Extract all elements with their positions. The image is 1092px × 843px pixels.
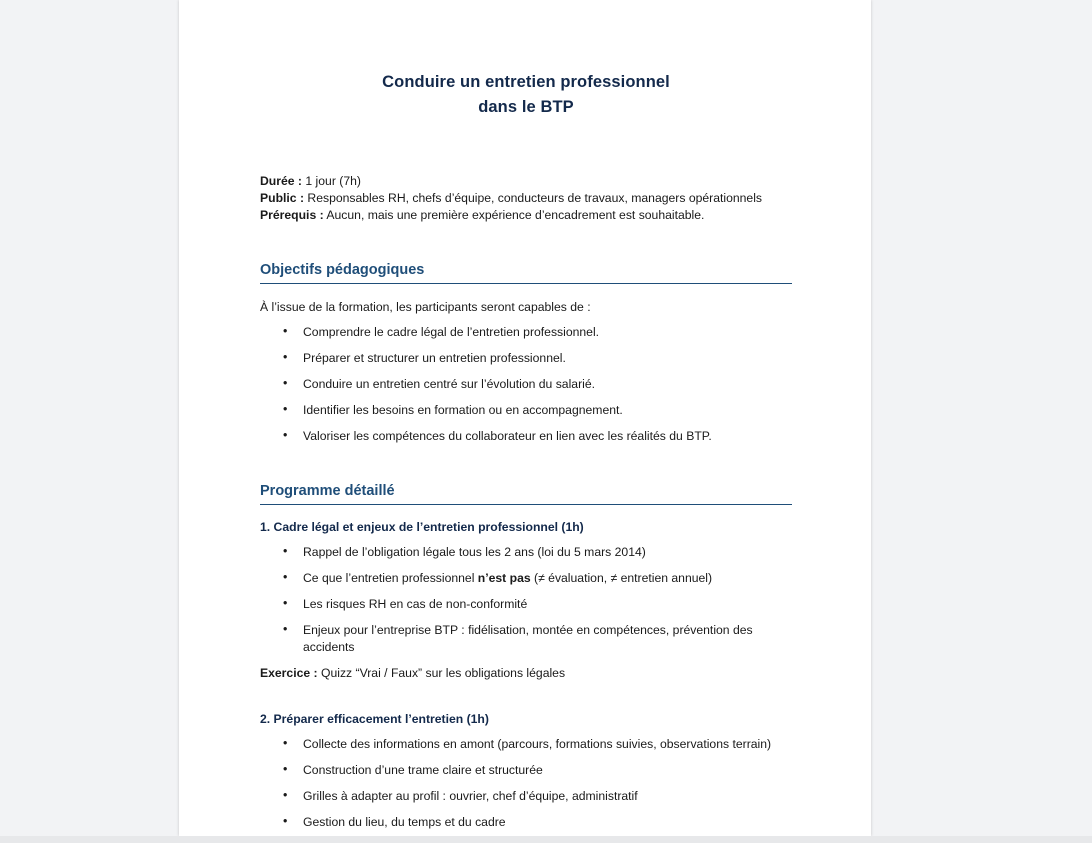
section-heading-objectives: Objectifs pédagogiques xyxy=(260,262,792,284)
document-page xyxy=(179,0,871,836)
page-left-margin xyxy=(0,0,179,843)
meta-public xyxy=(260,190,792,207)
list-item: • Préparer et structurer un entretien professionnel. xyxy=(260,350,792,367)
page-bottom-strip xyxy=(0,836,1092,843)
list-item-prefix: Ce que l’entretien professionnel xyxy=(303,571,478,585)
meta-duration-value: 1 jour (7h) xyxy=(302,174,361,188)
list-item: • Valoriser les compétences du collaborateur en lien avec les réalités du BTP. xyxy=(260,428,792,445)
list-item: • Construction d’une trame claire et structurée xyxy=(260,762,792,779)
page-right-margin xyxy=(871,0,1092,843)
page-title-line2: dans le BTP xyxy=(478,98,574,116)
list-item: • Enjeux pour l’entreprise BTP : fidélisation, montée en compétences, prévention des accidents xyxy=(260,622,792,656)
meta-prerequisites xyxy=(260,207,792,224)
objectives-intro: À l’issue de la formation, les participants seront capables de : xyxy=(260,300,591,314)
module-1-exercise-value: Quizz “Vrai / Faux” sur les obligations légales xyxy=(317,666,566,680)
page-title xyxy=(260,70,792,120)
list-item: • Comprendre le cadre légal de l’entretien professionnel. xyxy=(260,324,792,341)
list-item: • Identifier les besoins en formation ou en accompagnement. xyxy=(260,402,792,419)
list-item-suffix: (≠ évaluation, ≠ entretien annuel) xyxy=(530,571,713,585)
meta-public-value: Responsables RH, chefs d’équipe, conducteurs de travaux, managers opérationnels xyxy=(304,191,762,205)
list-item: • Conduire un entretien centré sur l’évolution du salarié. xyxy=(260,376,792,393)
list-item: • Les risques RH en cas de non-conformité xyxy=(260,596,792,613)
list-item: • Grilles à adapter au profil : ouvrier, chef d’équipe, administratif xyxy=(260,788,792,805)
meta-duration xyxy=(260,173,792,190)
list-item: • Collecte des informations en amont (parcours, formations suivies, observations terrain) xyxy=(260,736,792,753)
module-1-title: 1. Cadre légal et enjeux de l’entretien professionnel (1h) xyxy=(260,520,584,534)
list-item: • Gestion du lieu, du temps et du cadre xyxy=(260,814,792,831)
module-2-list xyxy=(260,736,792,831)
document-content xyxy=(260,0,792,836)
objectives-list xyxy=(260,324,792,445)
module-1-list xyxy=(260,544,792,656)
meta-duration-label: Durée : xyxy=(260,174,302,188)
meta-prerequisites-label: Prérequis : xyxy=(260,208,324,222)
module-1-exercise xyxy=(260,666,792,680)
metadata-block xyxy=(260,173,792,224)
module-2-title: 2. Préparer efficacement l’entretien (1h) xyxy=(260,712,489,726)
list-item-emphasis: n’est pas xyxy=(477,571,531,585)
section-heading-program: Programme détaillé xyxy=(260,483,792,505)
list-item-mixed xyxy=(260,570,792,587)
meta-public-label: Public : xyxy=(260,191,305,205)
page-title-line1: Conduire un entretien professionnel xyxy=(382,73,670,91)
meta-prerequisites-value: Aucun, mais une première expérience d’encadrement est souhaitable. xyxy=(323,208,705,222)
list-item: • Rappel de l’obligation légale tous les 2 ans (loi du 5 mars 2014) xyxy=(260,544,792,561)
module-1-exercise-label: Exercice : xyxy=(260,666,318,680)
